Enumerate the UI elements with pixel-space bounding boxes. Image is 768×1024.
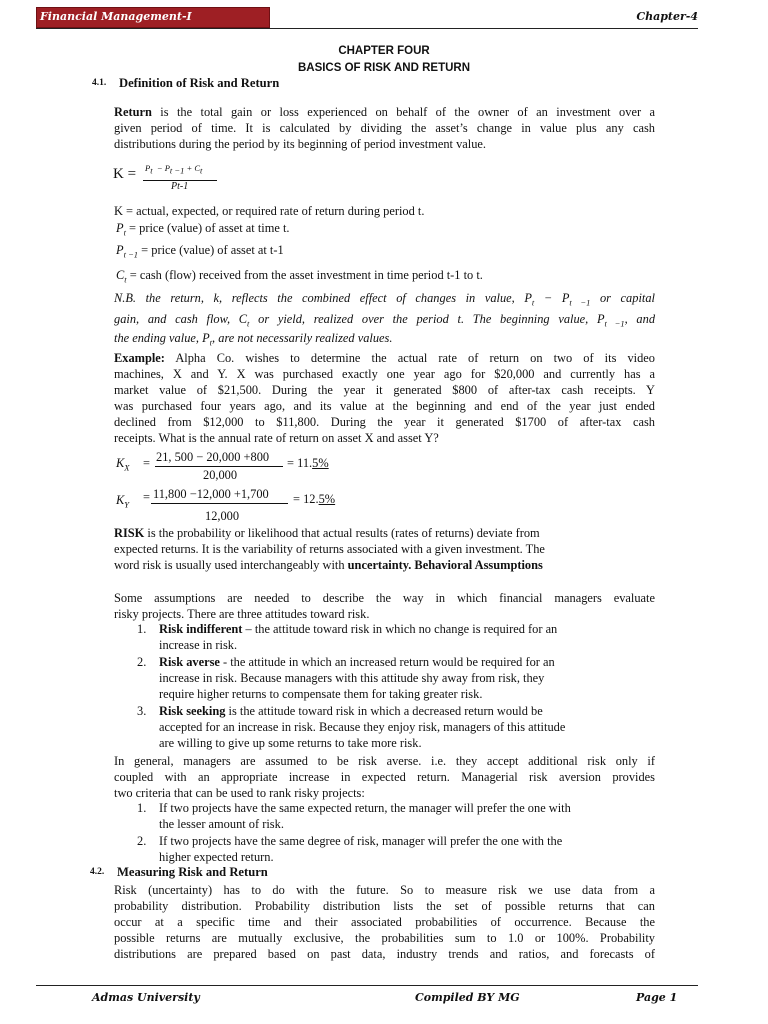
criteria-2-line-1: If two projects have the same degree of risk, manager will prefer the one with the (159, 834, 563, 848)
calc-y-fraction-bar (151, 503, 288, 504)
calc-y-lhs: $K_Y$ (116, 493, 129, 510)
calc-x-result: = 11.5% (287, 456, 329, 470)
formula-numerator: $P_t - P_{t -1} + C_t$ (145, 163, 203, 176)
measuring-line-1: Risk (uncertainty) has to do with the future. So to measure risk we use data from a (114, 883, 655, 897)
footer-page-number: Page 1 (636, 991, 678, 1004)
criteria-2-line-2: higher expected return. (159, 850, 274, 864)
measuring-line-2: probability distribution. Probability distribution lists the set of possible returns that can (114, 899, 655, 913)
example-line-2: machines, X and Y. X was purchased exactly one year ago for $20,000 and currently has a (114, 367, 655, 381)
formula-lhs: K = (113, 166, 137, 182)
attitude-3-line-1: Risk seeking is the attitude toward risk in which a decreased return would be (159, 704, 543, 718)
risk-def-line-3: word risk is usually used interchangeably with uncertainty. Behavioral Assumptions (114, 558, 543, 572)
attitude-number: 1. (137, 622, 147, 636)
attitude-3-line-3: are willing to give up some returns to take more risk. (159, 736, 422, 750)
nb-line-1: N.B. the return, k, reflects the combined effect of changes in value, $P_t - P_{t -1}$ or capital (114, 291, 655, 308)
chapter-subtitle: BASICS OF RISK AND RETURN (297, 62, 471, 74)
nb-line-3: the ending value, $P_t$, are not necessarily realized values. (114, 331, 393, 348)
header-course-title: Financial Management-I (40, 10, 192, 23)
footer-compiled-by: Compiled BY MG (415, 991, 520, 1004)
calc-y-equals: = (143, 490, 150, 504)
example-line-4: was purchased four years ago, and its value at the beginning and end of the year just ended (114, 399, 655, 413)
criteria-number: 2. (137, 834, 147, 848)
measuring-line-4: possible returns are mutually exclusive, the probabilities sum to 1.0 or 100%. Probability (114, 931, 655, 945)
calc-x-numerator: 21, 500 − 20,000 +800 (156, 450, 270, 464)
attitude-1-line-1: Risk indifferent – the attitude toward risk in which no change is required for an (159, 622, 558, 636)
assumptions-line-1: Some assumptions are needed to describe the way in which financial managers evaluate (114, 591, 655, 605)
calc-x-fraction-bar (155, 466, 283, 467)
formula-denominator: Pt-1 (171, 181, 189, 192)
section-title: Definition of Risk and Return (119, 76, 280, 90)
general-line-3: two criteria that can be used to rank risky projects: (114, 786, 365, 800)
section-number: 4.1. (92, 78, 107, 88)
def-ct: $C_t$ = cash (flow) received from the asset investment in time period t-1 to t. (116, 268, 483, 285)
criteria-number: 1. (137, 801, 147, 815)
calc-x-lhs: $K_X$ (116, 456, 130, 473)
section-number: 4.2. (90, 867, 105, 877)
section-title: Measuring Risk and Return (117, 865, 268, 879)
calc-x-equals: = (143, 456, 150, 470)
attitude-2-line-1: Risk averse - the attitude in which an increased return would be required for an (159, 655, 555, 669)
header-rule (36, 28, 698, 29)
return-def-line-3: distributions during the period by its beginning of period investment value. (114, 137, 487, 151)
attitude-2-line-3: require higher returns to compensate them for taking greater risk. (159, 687, 483, 701)
return-def-line-1: Return is the total gain or loss experienced on behalf of the owner of an investment over a (114, 105, 655, 119)
example-line-1: Example: Alpha Co. wishes to determine the actual rate of return on two of its video (114, 351, 655, 365)
term-risk: RISK (114, 526, 145, 540)
attitude-1-line-2: increase in risk. (159, 638, 238, 652)
attitude-number: 3. (137, 704, 147, 718)
criteria-1-line-1: If two projects have the same expected return, the manager will prefer the one with (159, 801, 571, 815)
general-line-1: In general, managers are assumed to be risk averse. i.e. they accept additional risk only if (114, 754, 655, 768)
example-label: Example: (114, 351, 165, 365)
footer-university: Admas University (92, 991, 200, 1004)
section-heading-4-1 (92, 76, 280, 91)
calc-x-denominator: 20,000 (203, 468, 238, 482)
risk-def-line-1: RISK is the probability or likelihood that actual results (rates of returns) deviate from (114, 526, 540, 540)
behavioral-assumptions-heading: uncertainty. Behavioral Assumptions (347, 558, 543, 572)
footer-rule (36, 985, 698, 986)
attitude-3-line-2: accepted for an increase in risk. Because they enjoy risk, managers of this attitude (159, 720, 566, 734)
def-pt: $P_t$ = price (value) of asset at time t. (116, 221, 290, 238)
assumptions-line-2: risky projects. There are three attitudes toward risk. (114, 607, 370, 621)
calc-y-denominator: 12,000 (205, 509, 240, 523)
example-line-6: receipts. What is the annual rate of return on asset X and asset Y? (114, 431, 439, 445)
general-line-2: coupled with an appropriate increase in expected return. Managerial risk aversion provides (114, 770, 655, 784)
section-heading-4-2 (90, 865, 268, 880)
def-k: K = actual, expected, or required rate of return during period t. (114, 204, 425, 218)
example-line-3: market value of $21,500. During the year it generated $800 of after-tax cash receipts. Y (114, 383, 655, 397)
header-chapter: Chapter-4 (636, 10, 698, 23)
attitude-number: 2. (137, 655, 147, 669)
criteria-1-line-2: the lesser amount of risk. (159, 817, 284, 831)
term-return: Return (114, 105, 152, 119)
calc-y-result: = 12.5% (293, 492, 336, 506)
risk-def-line-2: expected returns. It is the variability of returns associated with a given investment. The (114, 542, 545, 556)
measuring-line-5: distributions are prepared based on past data, industry trends and ratios, and forecasts of (114, 947, 655, 961)
chapter-title: CHAPTER FOUR (338, 45, 430, 57)
nb-line-2: gain, and cash flow, $C_t$ or yield, realized over the period t. The beginning value, $P_{t -1}$, and (114, 312, 656, 329)
attitude-2-line-2: increase in risk. Because managers with this attitude shy away from risk, they (159, 671, 545, 685)
example-line-5: declined from $12,000 to $11,800. During the year it generated $1700 of after-tax cash (114, 415, 655, 429)
def-pt-1: $P_{t -1}$ = price (value) of asset at t-1 (116, 243, 284, 260)
calc-y-numerator: 11,800 −12,000 +1,700 (153, 487, 269, 501)
return-def-line-2: given period of time. It is calculated by dividing the asset’s change in value plus any cash (114, 121, 655, 135)
measuring-line-3: occur at a specific time and their associated probabilities of occurrence. Because the (114, 915, 655, 929)
